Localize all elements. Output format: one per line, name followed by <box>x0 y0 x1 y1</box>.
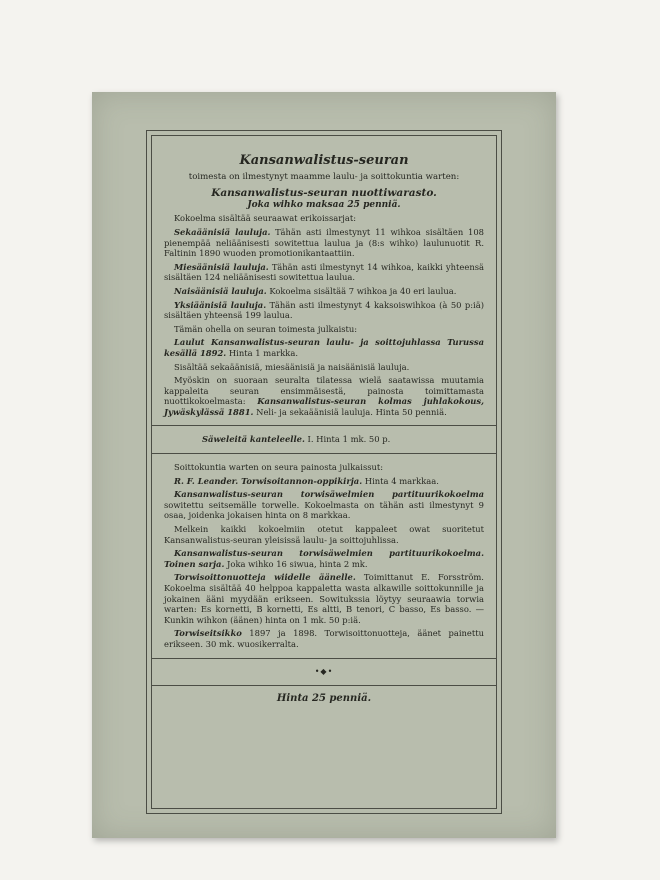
band-item <box>164 524 484 545</box>
band-item-text: Joka wihko 16 siwua, hinta 2 mk. <box>224 558 368 569</box>
festival-songs <box>164 337 484 358</box>
series-title: Kansanwalistus-seuran nuottiwarasto. <box>211 187 437 200</box>
earlier-collection-text: Myöskin on suoraan seuralta tilatessa wielä saatawissa muutamia kappaleita seuran ensimmäisestä, painosta toimittamasta nuottikokoelmasta: <box>164 375 484 407</box>
band-item-label: R. F. Leander. Torwisoitannon-oppikirja. <box>174 475 363 486</box>
festival-songs-title: Laulut Kansanwalistus-seuran laulu- ja soittojuhlassa Turussa kesällä 1892. <box>164 337 484 358</box>
band-item-label: Torwisoittonuotteja wiidelle äänelle. <box>174 572 356 583</box>
series-item-text: Tähän asti ilmestynyt 4 kaksoiswihkoa (à 50 p:iä) sisältäen yhteensä 199 laulua. <box>164 299 484 321</box>
pamphlet-back-cover <box>92 92 556 838</box>
divider <box>152 658 496 659</box>
series-item <box>164 262 484 283</box>
publication-subtitle: toimesta on ilmestynyt maamme laulu- ja soittokuntia warten: <box>188 171 460 182</box>
kantele-pieces-title: Säweleitä kanteleelle. <box>202 434 305 445</box>
divider <box>152 425 496 426</box>
festival-songs-contents: Sisältää sekaäänisiä, miesäänisiä ja naisäänisiä lauluja. <box>174 361 410 372</box>
band-item <box>164 572 484 625</box>
series-intro: Kokoelma sisältää seuraawat erikoissarjat: <box>174 213 357 224</box>
series-item <box>164 286 484 297</box>
series-item-text: Tähän asti ilmestynyt 14 wihkoa, kaikki yhteensä sisältäen 124 neliäänisesti sowitettua laulua. <box>164 261 485 283</box>
series-item-label: Sekaäänisiä lauluja. <box>174 226 271 237</box>
divider <box>152 685 496 686</box>
band-item-label: Torwiseitsikko <box>174 628 242 639</box>
band-item <box>164 476 484 487</box>
ornament-icon: •◆• <box>314 666 334 676</box>
band-item <box>164 628 484 649</box>
border-frame-inner <box>151 135 497 809</box>
band-item <box>164 548 484 569</box>
band-item-label: Kansanwalistus-seuran torwisäwelmien partituurikokoelma. Toinen sarja. <box>164 548 484 569</box>
band-item-text: 1897 ja 1898. Torwisoittonuotteja, äänet painettu erikseen. 30 mk. wuosikerralta. <box>164 628 484 649</box>
earlier-collection-tail: Neli- ja sekaäänisiä lauluja. Hinta 50 penniä. <box>256 406 447 417</box>
kantele-pieces <box>202 434 484 445</box>
kantele-pieces-price: I. Hinta 1 mk. 50 p. <box>304 434 391 445</box>
band-item-text: sowitettu seitsemälle torwelle. Kokoelmasta on tähän asti ilmestynyt 9 osaa, joidenka jokaisen hinta on 8 markkaa. <box>164 499 484 521</box>
series-item-text: Tähän asti ilmestynyt 11 wihkoa sisältäen 108 pienempää neliäänisesti sowitettua laulua ja (8:s wihko) laulunuotit R. Faltinin 1890 wuoden promotionikantaattiin. <box>164 226 484 259</box>
band-item-label: Kansanwalistus-seuran torwisäwelmien partituurikokoelma <box>174 489 484 500</box>
band-item-text: Hinta 4 markkaa. <box>362 475 439 486</box>
series-item <box>164 227 484 259</box>
border-frame-outer <box>146 130 502 814</box>
society-title: Kansanwalistus-seuran <box>239 153 409 168</box>
divider <box>152 453 496 454</box>
band-item <box>164 489 484 521</box>
series-price: Joka wihko maksaa 25 penniä. <box>247 199 401 210</box>
earlier-collection <box>164 375 484 417</box>
series-item-text: Kokoelma sisältää 7 wihkoa ja 40 eri laulua. <box>266 285 457 296</box>
booklet-price: Hinta 25 penniä. <box>276 693 372 705</box>
band-item-text: Melkein kaikki kokoelmiin otetut kappaleet owat suoritetut Kansanwalistus-seuran yleisissä laulu- ja soittojuhlissa. <box>164 524 484 545</box>
festival-songs-price: Hinta 1 markka. <box>226 347 299 358</box>
band-item-text: Toimittanut E. Forsström. Kokoelma sisältää 40 helppoa kappaletta wasta alkawille soittokunnille ja jokainen ääni myydään erikseen. Sowitukssia löytyy seuraawia torwia warten: Es kornetti, B kornetti, Es altti, B tenori, C basso, Es basso. — Kunkin wihkon (äänen) hinta on 1 mk. 50 p:iä. <box>164 572 484 625</box>
band-intro: Soittokuntia warten on seura painosta julkaissut: <box>174 462 384 473</box>
series-item-label: Naisäänisiä lauluja. <box>174 285 267 296</box>
series-item <box>164 300 484 321</box>
earlier-collection-title: Kansanwalistus-seuran kolmas juhlakokous, Jywäskylässä 1881. <box>164 396 485 417</box>
also-published-intro: Tämän ohella on seuran toimesta julkaistu: <box>174 323 358 334</box>
series-item-label: Yksiäänisiä lauluja. <box>174 299 267 310</box>
series-item-label: Miesäänisiä lauluja. <box>174 261 269 272</box>
